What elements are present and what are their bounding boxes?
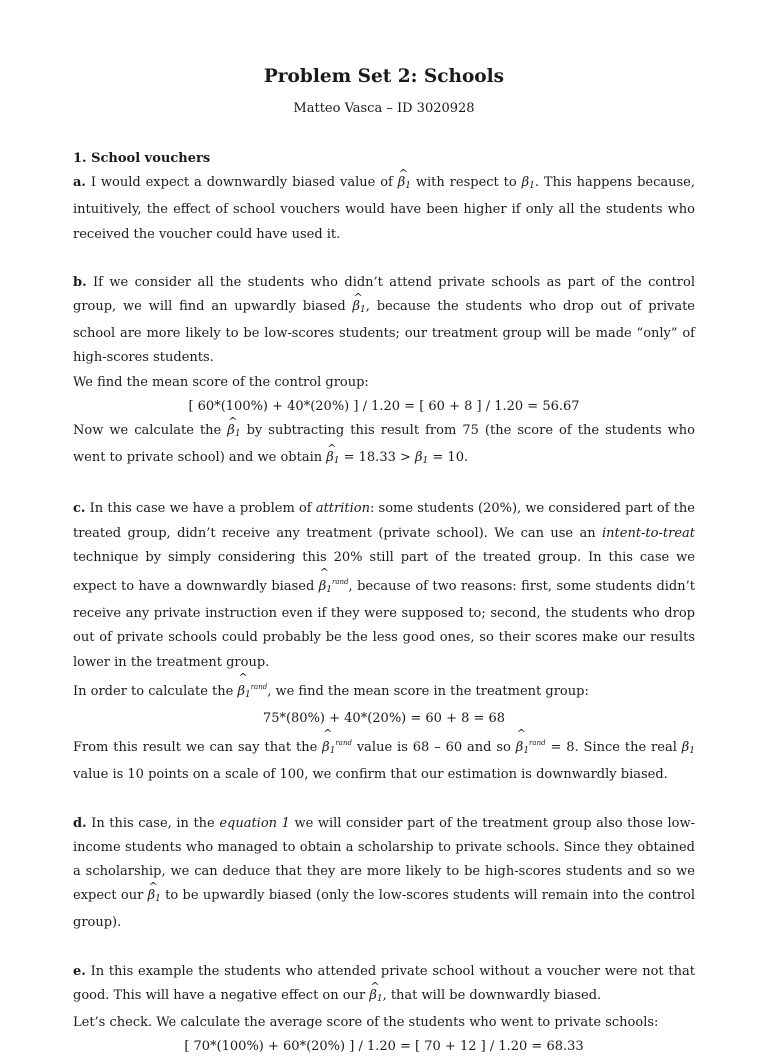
text-line: We find the mean score of the control group:: [73, 374, 369, 390]
item-label-c: c.: [73, 501, 86, 517]
beta-hat-rand-symbol: ^ $\beta_1^{rand}$: [516, 731, 546, 763]
item-label-a: a.: [73, 175, 86, 191]
formula: [ 70*(100%) + 60*(20%) ] / 1.20 = [ 70 + 12 ] / 1.20 = 68.33: [184, 1039, 584, 1055]
text: with respect to: [410, 175, 522, 191]
paragraph-d: d. In this case, in the equation 1 we will consider part of the treatment group also those low-income students who managed to obtain a scholarship to private schools. Since they obtained a scholarship, we can deduce that they are more likely to be high-scores students and so we expect our ^ $\beta_1$ to be upwardly biased (only the low-scores students will remain into the control group).: [73, 812, 695, 936]
formula: 75*(80%) + 40*(20%) = 60 + 8 = 68: [262, 711, 506, 727]
item-label-d: d.: [73, 815, 87, 831]
text: , because the students who drop out of private school are more likely to be low-scores students; our treatment group will be made “only” of high-scores students.: [73, 299, 695, 366]
section-heading: 1. School vouchers: [73, 151, 211, 166]
emphasis: intent-to-treat: [602, 525, 695, 541]
item-label-b: b.: [73, 274, 87, 290]
text-line: In order to calculate the ^ $\beta_1^{rand}$, we find the mean score in the treatment group:: [73, 675, 695, 707]
beta-symbol: $\beta_1$: [415, 450, 429, 467]
text: I would expect a downwardly biased value of: [85, 175, 398, 191]
beta-hat-rand-symbol: ^ $\beta_1^{rand}$: [322, 731, 352, 763]
text-line: From this result we can say that the ^ $\beta_1^{rand}$ value is 68 – 60 and so ^ $\beta_1^{rand} = 8$. Since the real $\beta_1$ value is 10 points on a scale of 100, we confirm that our estimation is downwardly biased.: [73, 731, 695, 787]
beta-hat-rand-symbol: ^ $\beta_1^{rand}$: [319, 570, 349, 602]
text-line: Let’s check. We calculate the average score of the students who went to private schools:: [73, 1015, 659, 1031]
text-line: Now we calculate the ^ $\beta_1$ by subtracting this result from 75 (the score of the students who went to private school) and we obtain ^ $\beta_1 = 18.33 > \beta_1 = 10$.: [73, 419, 695, 473]
beta-hat-symbol: ^ $\beta_1$: [369, 984, 382, 1011]
document-body: [73, 147, 695, 1060]
beta-symbol: $\beta_1$: [521, 175, 535, 192]
text: . This happens because, intuitively, the effect of school vouchers would have been higher if only all the students who received the voucher could have used it.: [73, 175, 695, 242]
beta-hat-symbol: ^ $\beta_1$: [353, 295, 366, 322]
paragraph-a: [73, 171, 695, 247]
paragraph-b: [73, 271, 695, 371]
beta-symbol: $\beta_1$: [681, 740, 696, 757]
emphasis: attrition: [315, 501, 370, 517]
beta-hat-symbol: ^ $\beta_1$: [227, 419, 240, 446]
emphasis: equation 1: [219, 815, 290, 831]
beta-hat-symbol: ^ $\beta_1$: [398, 171, 411, 198]
page-title: Problem Set 2: Schools: [263, 66, 505, 87]
beta-hat-symbol: ^ $\beta_1$: [148, 884, 161, 911]
text: If we consider all the students who didn’t attend private schools as part of the control group, we will find an upwardly biased: [73, 274, 695, 315]
paragraph-c: c. In this case we have a problem of attrition: some students (20%), we considered part of the treated group, didn’t receive any treatment (private school). We can use an intent-to-treat technique by simply considering this 20% still part of the treated group. In this case we expect to have a downwardly biased ^ $\beta_1^{rand}$, because of two reasons: first, some students didn’t receive any private instruction even if they were supposed to; second, the students who drop out of private schools could probably be the less good ones, so their scores make our results lower in the treatment group.: [73, 497, 695, 674]
formula: [ 60*(100%) + 40*(20%) ] / 1.20 = [ 60 + 8 ] / 1.20 = 56.67: [188, 398, 580, 414]
paragraph-e: e. In this example the students who attended private school without a voucher were not that good. This will have a negative effect on our ^ $\beta_1$, that will be downwardly biased.: [73, 960, 695, 1011]
item-label-e: e.: [73, 963, 86, 979]
beta-hat-rand-symbol: ^ $\beta_1^{rand}$: [237, 675, 267, 707]
beta-hat-symbol: ^ $\beta_1$: [326, 446, 339, 473]
author-line: Matteo Vasca – ID 3020928: [293, 101, 475, 116]
